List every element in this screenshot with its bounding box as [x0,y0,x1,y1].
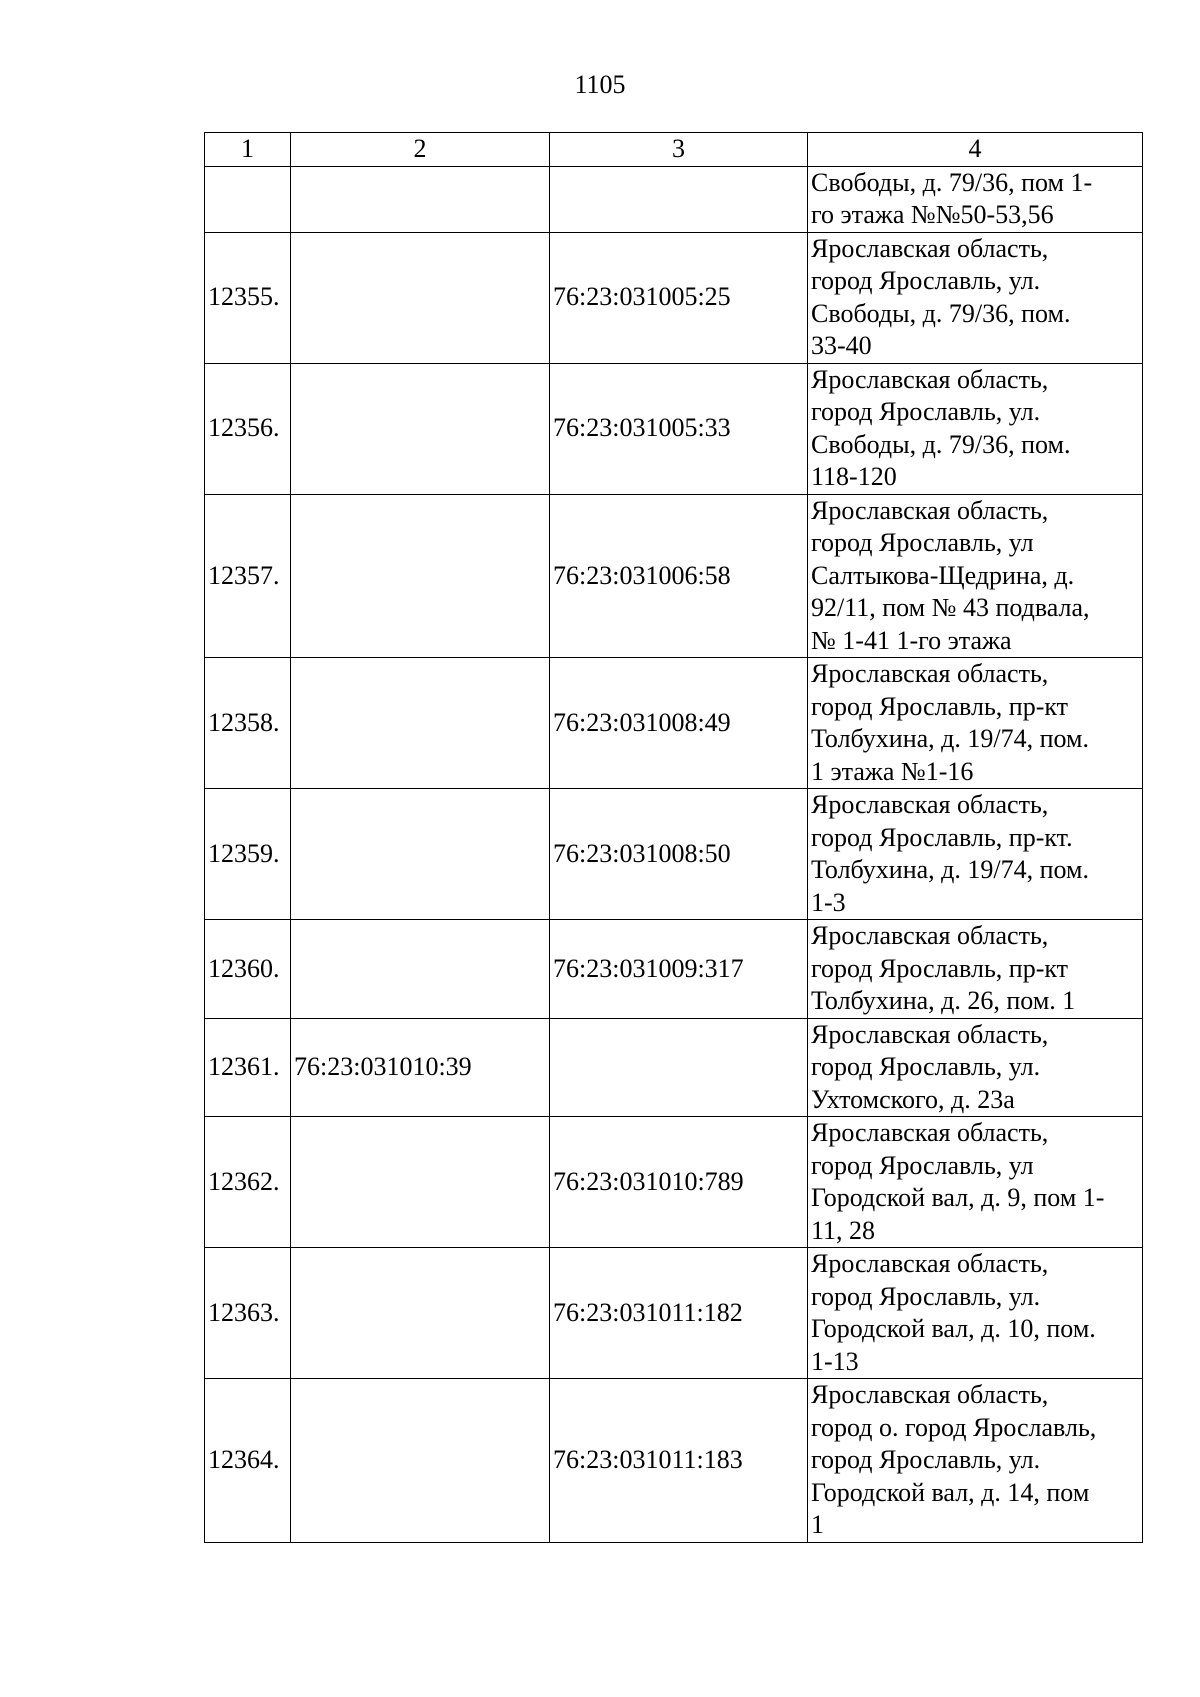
table-row [205,232,1143,363]
address: Ярославская область, город Ярославль, ул Городской вал, д. 9, пом 1- 11, 28 [808,1117,1143,1248]
premises-cadastral-number: 76:23:031008:50 [550,789,808,920]
row-number: 12356. [205,363,291,494]
table-row [205,1117,1143,1248]
address: Ярославская область, город Ярославль, ул. Ухтомского, д. 23а [808,1018,1143,1117]
building-cadastral-number [291,658,550,789]
header-col-1: 1 [205,133,291,167]
row-number: 12364. [205,1379,291,1543]
table-row [205,1018,1143,1117]
header-col-4: 4 [808,133,1143,167]
table-row [205,494,1143,658]
address: Ярославская область, город Ярославль, ул. Городской вал, д. 10, пом. 1-13 [808,1248,1143,1379]
premises-cadastral-number: 76:23:031011:182 [550,1248,808,1379]
row-number: 12359. [205,789,291,920]
address: Ярославская область, город Ярославль, пр-кт Толбухина, д. 26, пом. 1 [808,920,1143,1019]
building-cadastral-number [291,1117,550,1248]
premises-cadastral-number: 76:23:031009:317 [550,920,808,1019]
row-number: 12362. [205,1117,291,1248]
row-number: 12363. [205,1248,291,1379]
premises-cadastral-number: 76:23:031008:49 [550,658,808,789]
address: Свободы, д. 79/36, пом 1- го этажа №№50-53,56 [808,166,1143,232]
row-number: 12360. [205,920,291,1019]
building-cadastral-number [291,920,550,1019]
building-cadastral-number [291,1379,550,1543]
building-cadastral-number: 76:23:031010:39 [291,1018,550,1117]
address: Ярославская область, город Ярославль, ул. Свободы, д. 79/36, пом. 118-120 [808,363,1143,494]
row-number: 12358. [205,658,291,789]
table-row [205,1248,1143,1379]
premises-cadastral-number: 76:23:031005:33 [550,363,808,494]
row-number: 12361. [205,1018,291,1117]
registry-table [204,132,1143,1543]
table-row [205,166,1143,232]
premises-cadastral-number: 76:23:031011:183 [550,1379,808,1543]
table-header [205,133,1143,167]
building-cadastral-number [291,232,550,363]
row-number [205,166,291,232]
page-number: 1105 [574,70,626,99]
table-row [205,789,1143,920]
address: Ярославская область, город Ярославль, ул. Свободы, д. 79/36, пом. 33-40 [808,232,1143,363]
address: Ярославская область, город Ярославль, ул Салтыкова-Щедрина, д. 92/11, пом № 43 подвала, № 1-41 1-го этажа [808,494,1143,658]
address: Ярославская область, город Ярославль, пр-кт Толбухина, д. 19/74, пом. 1 этажа №1-16 [808,658,1143,789]
premises-cadastral-number: 76:23:031005:25 [550,232,808,363]
table-row [205,920,1143,1019]
row-number: 12355. [205,232,291,363]
premises-cadastral-number: 76:23:031010:789 [550,1117,808,1248]
building-cadastral-number [291,789,550,920]
header-col-2: 2 [291,133,550,167]
address: Ярославская область, город о. город Ярославль, город Ярославль, ул. Городской вал, д. 14, пом 1 [808,1379,1143,1543]
premises-cadastral-number [550,166,808,232]
building-cadastral-number [291,166,550,232]
header-row [205,133,1143,167]
premises-cadastral-number [550,1018,808,1117]
table-body [205,166,1143,1542]
row-number: 12357. [205,494,291,658]
address: Ярославская область, город Ярославль, пр-кт. Толбухина, д. 19/74, пом. 1-3 [808,789,1143,920]
header-col-3: 3 [550,133,808,167]
building-cadastral-number [291,363,550,494]
building-cadastral-number [291,1248,550,1379]
building-cadastral-number [291,494,550,658]
table-row [205,658,1143,789]
table-row [205,363,1143,494]
table-row [205,1379,1143,1543]
premises-cadastral-number: 76:23:031006:58 [550,494,808,658]
